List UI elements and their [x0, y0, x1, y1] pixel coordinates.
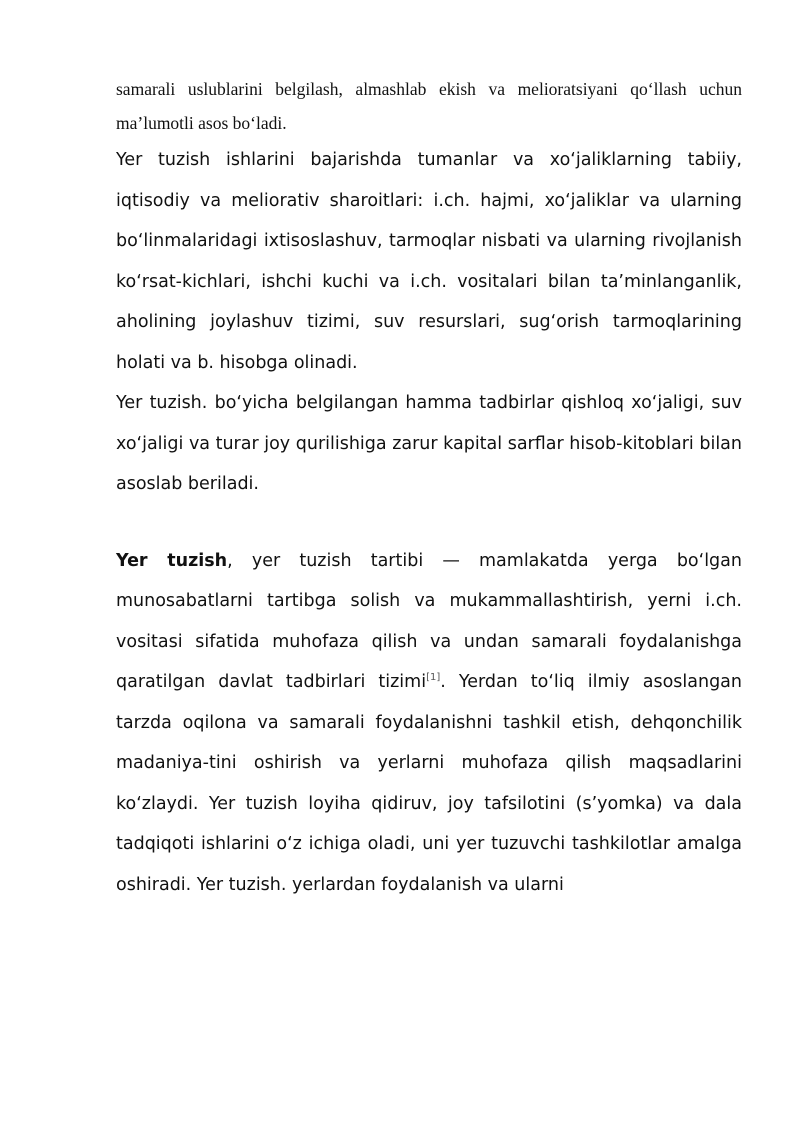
- definition-text-b: . Yerdan to‘liq ilmiy asoslangan tarzda oqilona va samarali foydalanishni tashkil etish, dehqonchilik madaniya-tini oshirish va yerlarni muhofaza qilish maqsadlarini ko‘zlaydi. Yer tuzish loyiha qidiruv, joy tafsilotini (s’yomka) va dala tadqiqoti ishlarini o‘z ichiga oladi, uni yer tuzuvchi tashkilotlar amalga oshiradi. Yer tuzish. yerlardan foydalanish va ularni: [116, 672, 742, 895]
- definition-text-a: , yer tuzish tartibi — mamlakatda yerga bo‘lgan munosabatlarni tartibga solish va mukammallashtirish, yerni i.ch. vositasi sifatida muhofaza qilish va undan samarali foydalanishga qaratilgan davlat tadbirlari tizimi: [116, 550, 742, 692]
- document-page: [116, 72, 742, 905]
- paragraph-definition: [116, 541, 742, 906]
- paragraph-conditions: Yer tuzish ishlarini bajarishda tumanlar va xo‘jaliklarning tabiiy, iqtisodiy va meliorativ sharoitlari: i.ch. hajmi, xo‘jaliklar va ularning bo‘linmalaridagi ixtisoslashuv, tarmoqlar nisbati va ularning rivojlanish ko‘rsat-kichlari, ishchi kuchi va i.ch. vositalari bilan ta’minlanganlik, aholining joylashuv tizimi, suv resurslari, sug‘orish tarmoqlarining holati va b. hisobga olinadi.: [116, 150, 742, 373]
- paragraph-continuation: samarali uslublarini belgilash, almashlab ekish va melioratsiyani qo‘llash uchun ma’lumotli asos bo‘ladi.: [116, 79, 742, 133]
- footnote-ref: [426, 672, 440, 683]
- term-heading: Yer tuzish: [116, 550, 228, 571]
- paragraph-spacer: [116, 505, 742, 541]
- footnote-link[interactable]: [1]: [426, 672, 441, 684]
- paragraph-capital-costs: Yer tuzish. bo‘yicha belgilangan hamma tadbirlar qishloq xo‘jaligi, suv xo‘jaligi va turar joy qurilishiga zarur kapital sarflar hisob-kitoblari bilan asoslab beriladi.: [116, 393, 742, 494]
